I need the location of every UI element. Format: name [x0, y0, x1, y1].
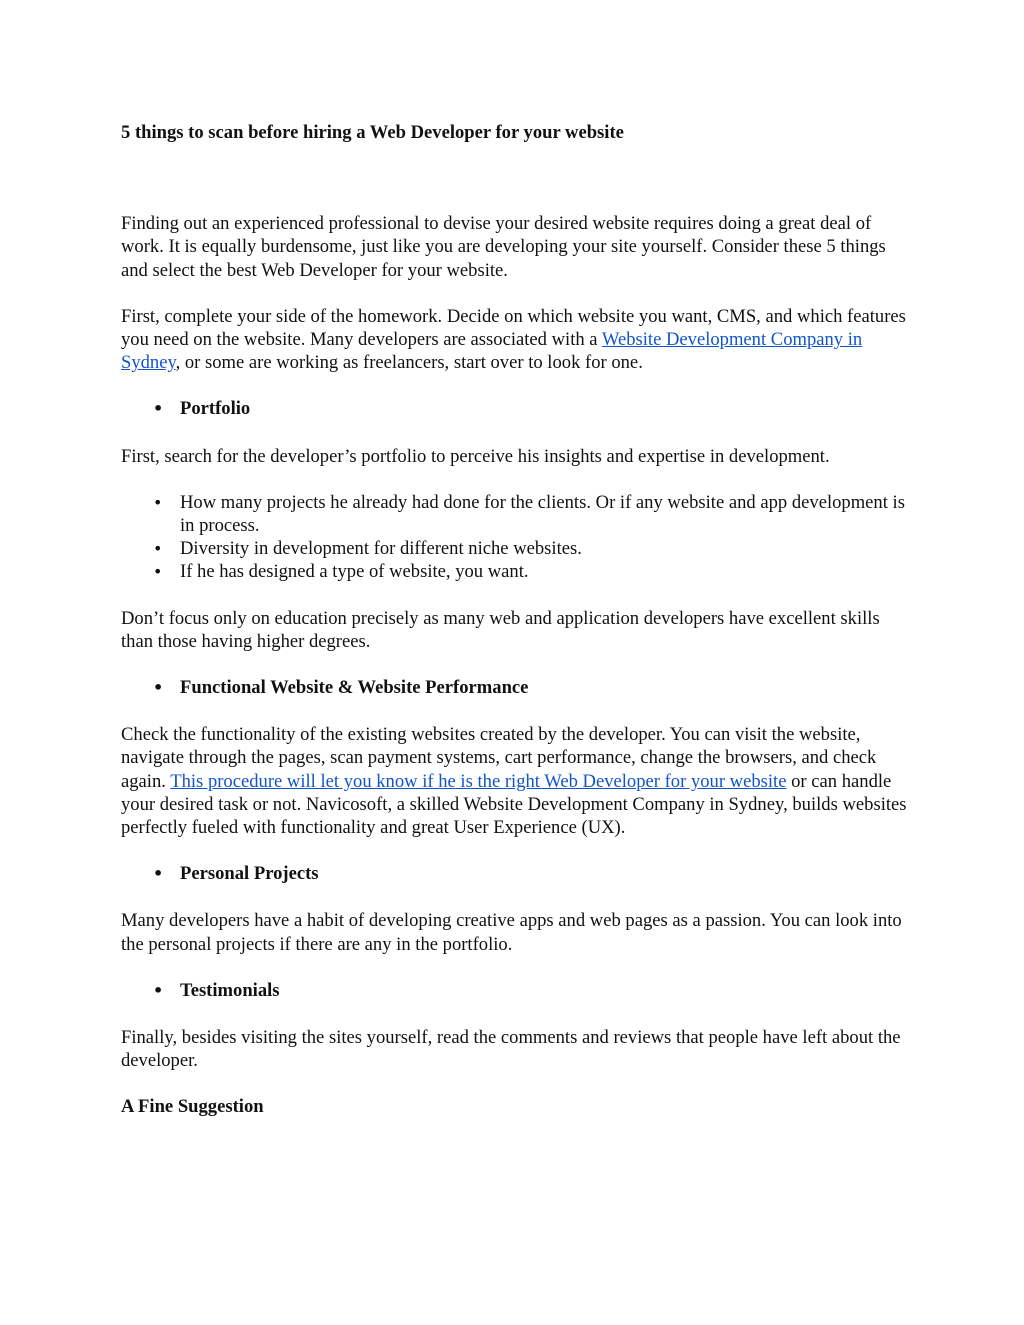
portfolio-bullet-list [121, 491, 911, 584]
testimonials-heading: • Testimonials [180, 979, 911, 1002]
testimonials-heading-list [121, 979, 911, 1002]
functional-paragraph [121, 723, 911, 839]
document-page [121, 121, 911, 1119]
portfolio-heading-list [121, 397, 911, 420]
homework-text-before: First, complete your side of the homework. Decide on which website you want, CMS, and which features you need on the website. Many developers are associated with a [121, 305, 906, 351]
functional-text-after: or can handle your desired task or not. Navicosoft, a skilled Website Development Company in Sydney, builds websites perfectly fueled with functionality and great User Experience (UX). [121, 770, 907, 839]
testimonials-paragraph: Finally, besides visiting the sites yourself, read the comments and reviews that people have left about the developer. [121, 1027, 901, 1072]
functional-heading: • Functional Website & Website Performance [180, 676, 911, 699]
homework-paragraph [121, 305, 911, 375]
list-item: • Diversity in development for different niche websites. [180, 537, 911, 560]
portfolio-closing: Don’t focus only on education precisely as many web and application developers have excellent skills than those having higher degrees. [121, 607, 880, 652]
functional-text-before: Check the functionality of the existing websites created by the developer. You can visit the website, navigate through the pages, scan payment systems, cart performance, change the browsers, and check again. [121, 724, 877, 792]
portfolio-intro: First, search for the developer’s portfolio to perceive his insights and expertise in development. [121, 445, 830, 467]
personal-heading-list [121, 862, 911, 885]
portfolio-heading: • Portfolio [180, 397, 911, 420]
right-web-developer-link[interactable]: This procedure will let you know if he is the right Web Developer for your website [170, 770, 787, 792]
list-item: • How many projects he already had done for the clients. Or if any website and app development is in process. [180, 491, 911, 537]
website-development-company-link[interactable]: Website Development Company in Sydney [121, 329, 863, 374]
personal-projects-heading: • Personal Projects [180, 862, 911, 885]
functional-heading-list [121, 676, 911, 699]
fine-suggestion-heading: A Fine Suggestion [121, 1096, 264, 1118]
document-title: 5 things to scan before hiring a Web Developer for your website [121, 122, 624, 143]
intro-paragraph: Finding out an experienced professional to devise your desired website requires doing a great deal of work. It is equally burdensome, just like you are developing your site yourself. Consider these 5 things and select the best Web Developer for your website. [121, 213, 886, 281]
personal-projects-paragraph: Many developers have a habit of developing creative apps and web pages as a passion. You can look into the personal projects if there are any in the portfolio. [121, 910, 902, 955]
list-item: • If he has designed a type of website, you want. [180, 560, 911, 583]
homework-text-after: , or some are working as freelancers, start over to look for one. [175, 352, 643, 374]
